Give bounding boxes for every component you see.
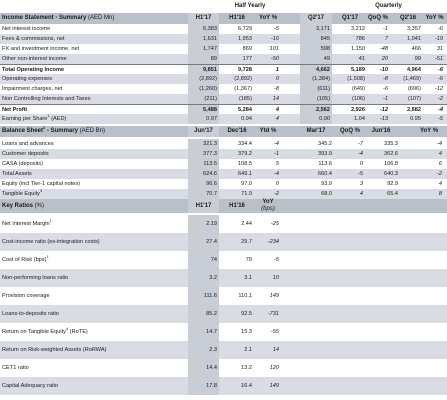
key-ratios-title: Key Ratios <box>2 203 34 209</box>
value-cell: 1 <box>275 67 279 73</box>
value-cell: 1,747 <box>188 44 219 54</box>
value-cell: 0.97 <box>188 114 219 124</box>
value-cell: 92.9 <box>387 181 398 187</box>
col-jun-16: Jun'16 <box>371 128 391 134</box>
value-cell: 29.7 <box>241 239 252 245</box>
value-cell: -13 <box>379 116 388 122</box>
row-label <box>2 169 32 179</box>
value-cell: 0 <box>275 76 279 82</box>
value-cell: 4,964 <box>407 67 421 73</box>
value-cell: 6 <box>438 161 442 167</box>
col-quarter-yoy: YoY % <box>425 15 444 21</box>
value-cell: -48 <box>379 46 388 52</box>
value-cell: 2.3 <box>188 341 219 359</box>
value-cell: 4 <box>438 181 442 187</box>
row-label-suffix: (RoTE) <box>68 329 88 335</box>
value-cell: 3,212 <box>351 26 365 32</box>
value-cell: (611) <box>300 84 332 94</box>
key-ratios-header <box>0 199 447 213</box>
row-label <box>2 341 106 359</box>
col-half-yoy: YoY % <box>258 15 278 21</box>
value-cell: 321.3 <box>188 139 219 149</box>
row-label-text: Customer deposits <box>2 151 49 157</box>
value-cell: 14.4 <box>188 359 219 377</box>
income-statement-title: Income Statement - Summary <box>2 15 87 21</box>
value-cell: 4 <box>438 151 442 157</box>
value-cell: -6 <box>438 76 443 82</box>
value-cell: -234 <box>267 239 279 245</box>
value-cell: 4 <box>275 116 279 122</box>
value-cell: -6 <box>438 67 443 73</box>
col-h1-17: H1'17 <box>188 13 219 24</box>
income-row <box>0 114 447 124</box>
row-label <box>2 139 54 149</box>
value-cell: -5 <box>274 26 279 32</box>
income-row <box>0 74 447 84</box>
row-label <box>2 323 88 341</box>
value-cell: -4 <box>274 171 279 177</box>
value-cell: (211) <box>188 94 219 104</box>
row-label <box>2 233 100 251</box>
row-label-text: Impairment charges, net <box>2 86 63 92</box>
value-cell: 89 <box>188 54 219 64</box>
value-cell: 3.1 <box>244 275 252 281</box>
value-cell: -7 <box>358 141 363 147</box>
col-kr-yoy: YoY <box>262 199 274 205</box>
value-cell: (106) <box>351 96 365 102</box>
value-cell: 14 <box>272 96 279 102</box>
value-cell: -5 <box>358 171 363 177</box>
row-label-footnote: 1 <box>46 254 49 260</box>
value-cell: 0.90 <box>300 114 332 124</box>
row-label-text: Capital Adequacy ratio <box>2 383 58 389</box>
row-label-text: Other non-interest income <box>2 56 67 62</box>
value-cell: 379.2 <box>238 151 252 157</box>
row-label <box>2 54 67 64</box>
value-cell: 0.94 <box>241 116 252 122</box>
row-label-suffix: (AED) <box>49 116 67 122</box>
value-cell: 660.4 <box>318 171 332 177</box>
value-cell: 1,150 <box>351 46 365 52</box>
income-statement-unit: (AED Mn) <box>88 15 115 21</box>
value-cell: 3.2 <box>188 269 219 287</box>
value-cell: -50 <box>270 56 279 62</box>
value-cell: 74 <box>188 251 219 269</box>
value-cell: 149 <box>269 293 279 299</box>
col-q2-16: Q2'16 <box>399 15 417 21</box>
income-row <box>0 84 447 94</box>
ratios-row <box>0 251 447 269</box>
value-cell: 68.0 <box>321 191 332 197</box>
value-cell: 149 <box>269 383 279 389</box>
row-label-text: Net interest income <box>2 26 51 32</box>
value-cell: (1,384) <box>300 74 332 84</box>
row-label <box>2 159 43 169</box>
value-cell: -19 <box>434 36 443 42</box>
value-cell: 93.9 <box>321 181 332 187</box>
balance-sheet-unit: (AED Bn) <box>79 128 105 134</box>
col-mar-17: Mar'17 <box>306 128 326 134</box>
row-label-text: Net Interest Margin <box>2 221 50 227</box>
value-cell: 869 <box>242 46 252 52</box>
value-cell: (107) <box>407 96 421 102</box>
value-cell: 96.6 <box>188 179 219 189</box>
quarterly-group-label: Quarterly <box>375 3 402 9</box>
value-cell: 845 <box>300 34 332 44</box>
value-cell: 6,383 <box>188 24 219 34</box>
value-cell: 2,562 <box>300 105 332 115</box>
value-cell: -2 <box>437 171 442 177</box>
balance-row <box>0 159 447 169</box>
value-cell: (105) <box>300 94 332 104</box>
value-cell: 466 <box>411 46 421 52</box>
value-cell: 79 <box>245 257 252 263</box>
value-cell: 4 <box>359 191 363 197</box>
row-label <box>2 74 52 84</box>
value-cell: -1 <box>383 26 388 32</box>
value-cell: 15.3 <box>241 329 252 335</box>
value-cell: (2,892) <box>188 74 219 84</box>
value-cell: -1 <box>383 96 388 102</box>
row-label-text: Earning per Share <box>2 116 48 122</box>
value-cell: (1,367) <box>234 86 252 92</box>
row-label-footnote: 4 <box>65 326 69 332</box>
value-cell: 0.95 <box>410 116 421 122</box>
row-label <box>2 215 52 233</box>
value-cell: 9,728 <box>238 67 252 73</box>
value-cell: (649) <box>351 86 365 92</box>
value-cell: 31 <box>436 46 443 52</box>
col-kr-h1-16: H1'16 <box>229 203 245 209</box>
value-cell: 5,488 <box>188 105 219 115</box>
value-cell: (696) <box>407 86 421 92</box>
row-label-text: Cost of Risk (bps) <box>2 257 47 263</box>
col-jun-17: Jun'17 <box>188 126 219 137</box>
value-cell: 598 <box>300 44 332 54</box>
value-cell: -2 <box>438 96 443 102</box>
value-cell: 3,357 <box>407 26 421 32</box>
value-cell: (2,892) <box>234 76 252 82</box>
value-cell: 17.8 <box>188 377 219 395</box>
value-cell: 9,851 <box>188 65 219 75</box>
value-cell: 101 <box>269 46 279 52</box>
row-label <box>2 269 68 287</box>
row-label-text: CASA (deposits) <box>2 161 44 167</box>
income-period-groups <box>0 2 447 11</box>
row-label-footnote: 1 <box>47 113 50 119</box>
value-cell: 14.7 <box>188 323 219 341</box>
row-label-text: Loans and advances <box>2 141 54 147</box>
value-cell: 393.9 <box>318 151 332 157</box>
value-cell: 2,682 <box>407 107 421 113</box>
value-cell: -8 <box>383 76 388 82</box>
value-cell: 4,662 <box>300 65 332 75</box>
value-cell: 786 <box>355 36 365 42</box>
value-cell: 640.3 <box>384 171 398 177</box>
value-cell: -4 <box>274 141 279 147</box>
col-q1-17: Q1'17 <box>341 15 359 21</box>
row-label-text: Total Assets <box>2 171 32 177</box>
value-cell: -4 <box>358 151 363 157</box>
value-cell: -6 <box>438 26 443 32</box>
value-cell: -5 <box>274 257 279 263</box>
income-statement-header <box>0 13 447 24</box>
value-cell: 0 <box>275 181 279 187</box>
value-cell: 85.2 <box>188 305 219 323</box>
value-cell: 3 <box>359 181 363 187</box>
income-row <box>0 24 447 34</box>
value-cell: 49 <box>300 54 332 64</box>
value-cell: -25 <box>270 221 279 227</box>
value-cell: 113.5 <box>188 159 219 169</box>
value-cell: -2 <box>274 191 279 197</box>
ratios-row <box>0 323 447 341</box>
value-cell: -16 <box>270 36 279 42</box>
row-label-text: Operating expenses <box>2 76 53 82</box>
col-ytd: Ytd % <box>259 128 277 134</box>
balance-sheet-title-footnote: 2 <box>43 125 46 130</box>
value-cell: 334.4 <box>238 141 252 147</box>
value-cell: 7 <box>384 36 388 42</box>
row-label-text: Non-performing loans ratio <box>2 275 69 281</box>
row-label-text: Net Profit <box>2 107 28 113</box>
ratios-row <box>0 377 447 395</box>
value-cell: -4 <box>438 107 443 113</box>
row-label <box>2 189 42 199</box>
value-cell: 377.3 <box>188 149 219 159</box>
value-cell: 6,729 <box>238 26 252 32</box>
value-cell: (1,469) <box>403 76 421 82</box>
ratios-row <box>0 269 447 287</box>
income-row <box>0 94 447 104</box>
value-cell: 624.6 <box>188 169 219 179</box>
value-cell: 649.1 <box>238 171 252 177</box>
balance-row <box>0 189 447 199</box>
value-cell: 13.2 <box>241 365 252 371</box>
value-cell: 111.6 <box>188 287 219 305</box>
value-cell: -6 <box>383 86 388 92</box>
value-cell: 99 <box>414 56 421 62</box>
income-row <box>0 44 447 54</box>
value-cell: 71.9 <box>241 191 252 197</box>
income-row <box>0 54 447 64</box>
value-cell: -5 <box>438 116 443 122</box>
value-cell: 16.4 <box>241 383 252 389</box>
balance-sheet-header <box>0 126 447 137</box>
balance-sheet-title: Balance Sheet <box>2 128 44 134</box>
value-cell: 3,171 <box>300 24 332 34</box>
col-q2-17: Q2'17 <box>300 13 332 24</box>
value-cell: 362.6 <box>384 151 398 157</box>
ratios-row <box>0 305 447 323</box>
balance-row <box>0 139 447 149</box>
value-cell: 108.5 <box>238 161 252 167</box>
value-cell: -8 <box>274 86 279 92</box>
value-cell: 10 <box>272 275 279 281</box>
value-cell: 345.2 <box>318 141 332 147</box>
value-cell: 2.19 <box>188 215 219 233</box>
row-label-footnote: 3 <box>39 188 43 194</box>
col-kr-yoy-unit: (bps) <box>261 206 275 212</box>
half-yearly-group-label: Half Yearly <box>234 3 266 9</box>
col-bs-qoq: QoQ % <box>339 128 360 134</box>
income-row <box>0 34 447 44</box>
value-cell: 106.8 <box>384 161 398 167</box>
row-label-text: CET1 ratio <box>2 365 29 371</box>
row-label <box>2 305 59 323</box>
value-cell: (185) <box>238 96 252 102</box>
row-label <box>2 377 58 395</box>
col-dec-16: Dec'16 <box>227 128 247 134</box>
value-cell: 120 <box>269 365 279 371</box>
balance-row <box>0 149 447 159</box>
row-label-text: FX and investment income, net <box>2 46 80 52</box>
value-cell: 14 <box>272 347 279 353</box>
value-cell: 1,953 <box>238 36 252 42</box>
key-ratios-unit: (%) <box>34 203 45 209</box>
value-cell: -1 <box>274 151 279 157</box>
value-cell: -10 <box>379 67 388 73</box>
col-h1-16: H1'16 <box>229 15 245 21</box>
value-cell: -12 <box>379 107 388 113</box>
value-cell: 20 <box>381 56 388 62</box>
value-cell: 335.3 <box>384 141 398 147</box>
row-label <box>2 44 79 54</box>
value-cell: -731 <box>267 311 279 317</box>
row-label-text: Return on Tangible Equity <box>2 329 66 335</box>
row-label <box>2 114 66 124</box>
row-label <box>2 251 49 269</box>
ratios-row <box>0 359 447 377</box>
value-cell: -4 <box>437 141 442 147</box>
balance-row <box>0 179 447 189</box>
value-cell: 92.5 <box>241 311 252 317</box>
col-kr-h1-17: H1'17 <box>188 199 219 213</box>
row-label <box>2 359 29 377</box>
balance-sheet-title-rest: - Summary <box>45 128 78 134</box>
ratios-row <box>0 341 447 359</box>
value-cell: 2.1 <box>244 347 252 353</box>
value-cell: 110.1 <box>238 293 252 299</box>
row-label-text: Total Operating Income <box>2 67 65 73</box>
ratios-row <box>0 233 447 251</box>
row-label <box>2 84 62 94</box>
value-cell: (1,260) <box>188 84 219 94</box>
value-cell: 177 <box>242 56 252 62</box>
row-label-text: Cost-income ratio (ex-integration costs) <box>2 239 100 245</box>
value-cell: -51 <box>434 56 443 62</box>
col-bs-yoy: YoY % <box>419 128 439 134</box>
value-cell: 8 <box>438 191 442 197</box>
row-label-text: Tangible Equity <box>2 191 40 197</box>
value-cell: 5,189 <box>351 67 365 73</box>
row-label <box>2 24 50 34</box>
value-cell: 70.7 <box>188 189 219 199</box>
value-cell: 41 <box>358 56 365 62</box>
value-cell: 113.6 <box>318 161 332 167</box>
value-cell: 5,284 <box>238 107 252 113</box>
value-cell: 2.44 <box>241 221 252 227</box>
row-label-text: Return on Risk-weighted Assets (RoRWA) <box>2 347 107 353</box>
row-label-text: Provision coverage <box>2 293 50 299</box>
row-label <box>2 34 65 44</box>
value-cell: -55 <box>270 329 279 335</box>
value-cell: -12 <box>434 86 443 92</box>
row-label-text: Loans-to-deposits ratio <box>2 311 59 317</box>
col-qoq: QoQ % <box>367 15 388 21</box>
row-label <box>2 94 91 104</box>
row-label-text: Equity (incl Tier-1 capital notes) <box>2 181 81 187</box>
value-cell: 65.4 <box>387 191 398 197</box>
row-label-footnote: 1 <box>49 218 52 224</box>
value-cell: 2,926 <box>351 107 365 113</box>
value-cell: 1.04 <box>354 116 365 122</box>
ratios-row <box>0 215 447 233</box>
value-cell: 1,041 <box>407 36 421 42</box>
row-label <box>2 287 50 305</box>
value-cell: 4 <box>275 107 279 113</box>
row-label <box>2 149 49 159</box>
row-label-text: Fees & commissions, net <box>2 36 65 42</box>
value-cell: 5 <box>275 161 279 167</box>
value-cell: (1,508) <box>347 76 365 82</box>
value-cell: 27.4 <box>188 233 219 251</box>
value-cell: 97.0 <box>241 181 252 187</box>
value-cell: 1,631 <box>188 34 219 44</box>
ratios-row <box>0 287 447 305</box>
balance-row <box>0 169 447 179</box>
row-label-text: Non Controlling Interests and Taxes <box>2 96 91 102</box>
value-cell: 0 <box>359 161 363 167</box>
